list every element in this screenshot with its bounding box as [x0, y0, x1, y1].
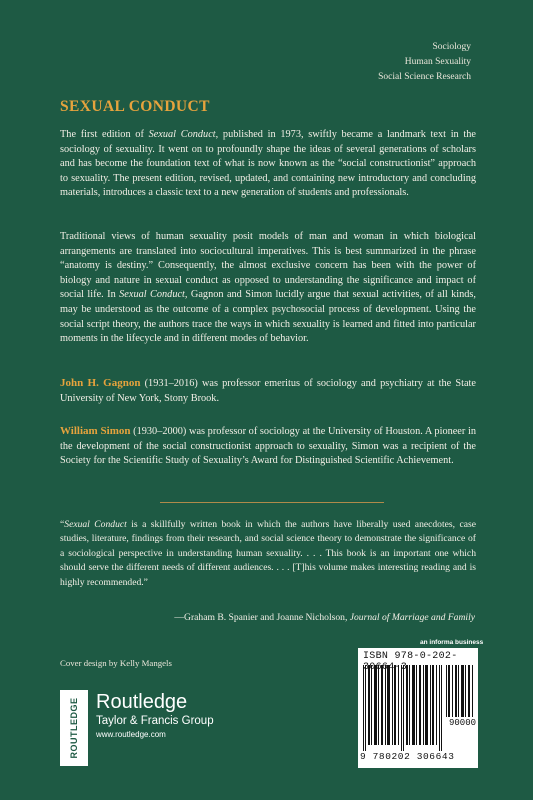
p1-title-italic: Sexual Conduct: [148, 129, 216, 140]
p2-text-a: Traditional views of human sexuality posit models of man and woman in which biological arrangements are translated into sociocultural imperatives. This is best summarized in the phrase “anatomy is destiny.” Consequently, the almost exclusive concern has been with the power of biology and nature in sexual conduct as opposed to understanding the significance and impact of social life. In: [60, 231, 476, 301]
author-bio-text-gagnon: (1931–2016) was professor emeritus of sociology and psychiatry at the State University of New York, Stony Brook.: [60, 378, 476, 404]
p1-text-b: , published in 1973, swiftly became a landmark text in the sociology of sexuality. It went on to profoundly shape the ideas of several generations of scholars and has become the foundation text of what is now known as the “social constructionist” approach to sexuality. The present edition, revised, updated, and containing new introductory and concluding materials, introduces a classic text to a new generation of students and professionals.: [60, 129, 476, 199]
p2-text-b: Gagnon and Simon lucidly argue that sexual activities, of all kinds, may be understood as the outcome of a complex psychosocial process of development. Using the social script theory, the authors trace the ways in which sexuality is learned and fitted into particular moments in the lifecycle and in different modes of behavior.: [60, 289, 476, 345]
attribution-journal: Journal of Marriage and Family: [349, 612, 475, 623]
author-bio-text-simon: (1930–2000) was professor of sociology at the University of Houston. A pioneer in the development of the social constructionist approach to sexuality, Simon was a recipient of the Society for the Scientific Study of Sexuality’s Award for Distinguished Scientific Achievement.: [60, 426, 476, 467]
informa-tagline: an informa business: [420, 639, 484, 646]
subject-sociology: Sociology: [432, 42, 471, 52]
p1-text-a: The first edition of: [60, 129, 149, 140]
description-paragraph-1: [60, 128, 476, 201]
barcode-digits: 9 780202 306643: [360, 751, 455, 762]
subject-categories: [378, 40, 471, 85]
publisher-name: Routledge: [96, 691, 188, 713]
quote-body: is a skillfully written book in which the authors have liberally used anecdotes, case studies, literature, findings from their research, and social science theory to demonstrate the significance of a sociological perspective in understanding human sexuality. . . . This book is an important one which should serve the different needs of different audiences. . . . [T]his volume makes interesting reading and is highly recommended.”: [60, 519, 476, 588]
author-name-simon: William Simon: [60, 425, 131, 437]
subject-human-sexuality: Human Sexuality: [404, 57, 471, 67]
author-bio-simon: [60, 424, 476, 469]
quote-open-mark: “: [60, 519, 65, 530]
logo-mark-text: ROUTLEDGE: [69, 697, 79, 759]
publisher-info: [96, 690, 214, 741]
p2-title-italic: Sexual Conduct,: [119, 289, 188, 301]
subject-social-science-research: Social Science Research: [378, 72, 471, 82]
description-paragraph-2: [60, 230, 476, 347]
isbn-barcode: [358, 648, 478, 768]
barcode-bars-icon: [363, 665, 443, 751]
publisher-url[interactable]: www.routledge.com: [96, 730, 166, 739]
price-code: 90000: [449, 718, 477, 728]
price-barcode-icon: [446, 665, 474, 717]
quote-attribution: [174, 612, 475, 623]
attribution-names: —Graham B. Spanier and Joanne Nicholson,: [174, 612, 350, 623]
author-bio-gagnon: [60, 376, 476, 406]
book-title: SEXUAL CONDUCT: [60, 98, 210, 115]
isbn-label: ISBN 978-0-202-30664-3: [363, 651, 458, 673]
quote-title-italic: Sexual Conduct: [64, 519, 127, 530]
author-name-gagnon: John H. Gagnon: [60, 377, 141, 389]
cover-design-credit: Cover design by Kelly Mangels: [60, 658, 172, 668]
publisher-group: Taylor & Francis Group: [96, 715, 214, 727]
divider-rule: [160, 502, 384, 503]
routledge-logo-icon: [60, 690, 88, 766]
review-quote: [60, 518, 476, 590]
